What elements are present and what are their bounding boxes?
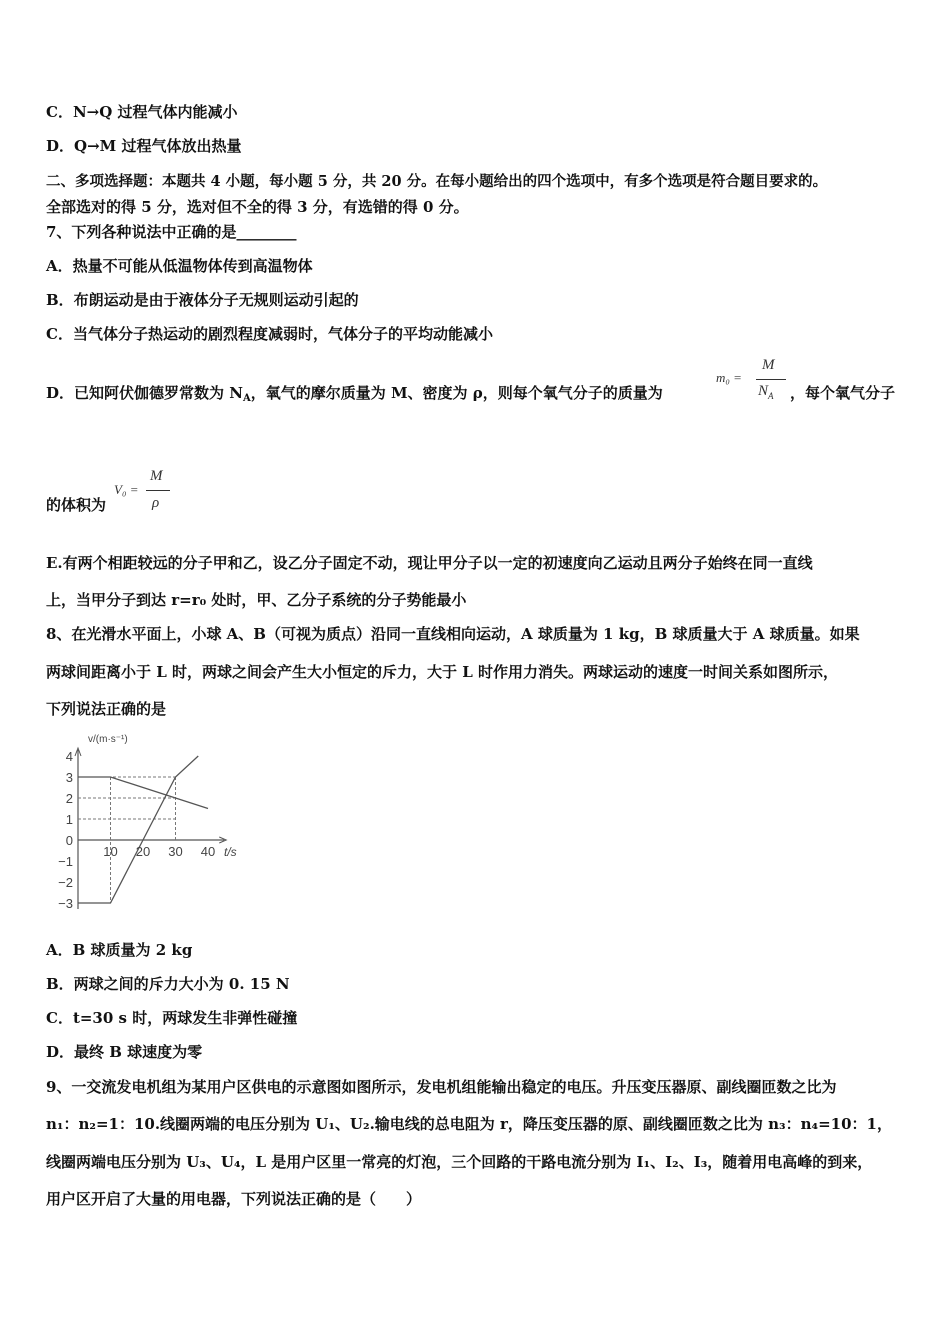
chart-y-tick-label-1: 4 [65, 749, 73, 764]
chart-y-tick-label-6: −1 [58, 854, 73, 869]
question-7-option-c: C．当气体分子热运动的剧烈程度减弱时，气体分子的平均动能减小 [46, 325, 493, 343]
chart-series [78, 756, 208, 903]
question-7-option-b: B．布朗运动是由于液体分子无规则运动引起的 [46, 291, 359, 309]
formula-v0-bar [146, 490, 170, 491]
question-8-stem-line1: 8、在光滑水平面上，小球 A、B（可视为质点）沿同一直线相向运动，A 球质量为 1 kg，B 球质量大于 A 球质量。如果 [46, 625, 860, 643]
option-6d: D．Q→M 过程气体放出热量 [46, 137, 242, 155]
chart-y-tick-label-2: 3 [65, 770, 73, 785]
question-7-option-e-line2: 上，当甲分子到达 r=r₀ 处时，甲、乙分子系统的分子势能最小 [46, 591, 467, 609]
question-8-option-b: B．两球之间的斥力大小为 0. 15 N [46, 975, 290, 993]
option-d-prefix: D．已知阿伏伽德罗常数为 N [46, 384, 243, 402]
formula-m0-den-letter: N [758, 383, 769, 399]
question-8-stem-line2: 两球间距离小于 L 时，两球之间会产生大小恒定的斥力，大于 L 时作用力消失。两球运动的速度一时间关系如图所示， [46, 663, 838, 681]
section-2-rule: 全部选对的得 5 分，选对但不全的得 3 分，有选错的得 0 分。 [46, 198, 469, 216]
velocity-time-chart [48, 728, 268, 918]
question-9-stem-line4: 用户区开启了大量的用电器，下列说法正确的是（ ） [46, 1190, 422, 1208]
formula-m0-den-sub: A [768, 391, 774, 401]
chart-x-axis-label: t/s [224, 845, 237, 859]
question-9-stem-line1: 9、一交流发电机组为某用户区供电的示意图如图所示，发电机组能输出稳定的电压。升压变压器原、副线圈匝数之比为 [46, 1078, 837, 1096]
question-7-stem: 7、下列各种说法中正确的是________ [46, 223, 297, 241]
formula-m0-numerator: M [762, 357, 775, 373]
question-8-option-d: D．最终 B 球速度为零 [46, 1043, 203, 1061]
formula-v0-lhs: V₀ = [114, 482, 139, 497]
question-8-option-c: C．t=30 s 时，两球发生非弹性碰撞 [46, 1009, 298, 1027]
chart-y-tick-label-5: 0 [65, 833, 73, 848]
section-2-heading: 二、多项选择题：本题共 4 小题，每小题 5 分，共 20 分。在每小题给出的四个选项中，有多个选项是符合题目要求的。 [46, 173, 828, 190]
question-7-option-d [46, 383, 663, 409]
question-7-option-e-line1: E.有两个相距较远的分子甲和乙，设乙分子固定不动，现让甲分子以一定的初速度向乙运动且两分子始终在同一直线 [46, 554, 813, 572]
chart-y-tick-label-8: −3 [58, 896, 73, 911]
question-9-stem-line2: n₁：n₂=1：10.线圈两端的电压分别为 U₁、U₂.输电线的总电阻为 r，降压变压器的原、副线圈匝数之比为 n₃：n₄=10：1， [46, 1115, 892, 1133]
chart-y-tick-label-4: 1 [65, 812, 73, 827]
option-d-suffix: ，每个氧气分子 [790, 384, 896, 402]
option-d-subscript: A [242, 393, 251, 404]
question-8-option-a: A．B 球质量为 2 kg [46, 941, 193, 959]
option-d-middle: ，氧气的摩尔质量为 M、密度为 ρ，则每个氧气分子的质量为 [250, 384, 663, 402]
chart-axes [75, 748, 226, 909]
chart-y-tick-label-7: −2 [58, 875, 73, 890]
chart-x-tick-label-20: 20 [135, 844, 151, 859]
option-d-volume-label: 的体积为 [46, 496, 107, 514]
formula-m0 [716, 357, 786, 407]
formula-v0 [114, 468, 174, 518]
question-9-stem-line3: 线圈两端电压分别为 U₃、U₄，L 是用户区里一常亮的灯泡，三个回路的干路电流分别为 I₁、I₂、I₃，随着用电高峰的到来， [46, 1153, 873, 1171]
chart-x-tick-label-30: 30 [168, 844, 183, 859]
formula-m0-lhs: m₀ = [716, 370, 742, 385]
question-7-option-a: A．热量不可能从低温物体传到高温物体 [46, 257, 313, 275]
formula-v0-numerator: M [150, 468, 163, 484]
question-8-stem-line3: 下列说法正确的是 [46, 700, 167, 718]
chart-y-axis-label: v/(m·s⁻¹) [88, 734, 128, 745]
chart-x-tick-label-10: 10 [103, 844, 118, 859]
chart-series-b [78, 756, 198, 903]
option-6c: C．N→Q 过程气体内能减小 [46, 103, 238, 121]
chart-x-tick-label-40: 40 [200, 844, 216, 859]
formula-v0-denominator: ρ [152, 495, 160, 511]
chart-y-tick-label-3: 2 [65, 791, 73, 806]
formula-m0-denominator [758, 383, 774, 401]
chart-series-a [78, 777, 208, 809]
chart-ticks [58, 749, 215, 911]
formula-m0-bar [756, 379, 786, 380]
